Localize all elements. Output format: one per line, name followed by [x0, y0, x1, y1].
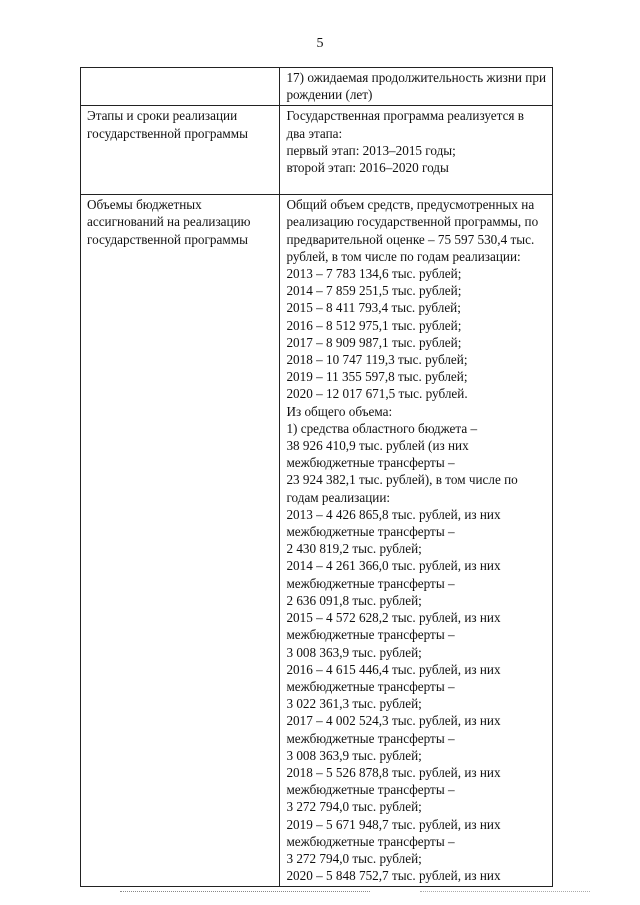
- content-line: 2 636 091,8 тыс. рублей;: [286, 592, 422, 608]
- content-line: 2013 – 4 426 865,8 тыс. рублей, из них: [286, 506, 501, 522]
- content-line: межбюджетные трансферты –: [286, 575, 455, 591]
- content-line: межбюджетные трансферты –: [286, 833, 455, 849]
- label-line: Этапы и сроки реализации: [87, 108, 238, 124]
- content-line: 2016 – 4 615 446,4 тыс. рублей, из них: [286, 661, 501, 677]
- row-content-cell: [280, 195, 553, 887]
- content-line: рождении (лет): [286, 87, 373, 103]
- content-line: 2 430 819,2 тыс. рублей;: [286, 541, 422, 557]
- label-line: Объемы бюджетных: [87, 197, 202, 213]
- content-line: 23 924 382,1 тыс. рублей), в том числе по: [286, 472, 518, 488]
- program-passport-table: [80, 67, 553, 887]
- content-line: 38 926 410,9 тыс. рублей (из них: [286, 438, 469, 454]
- content-line: 2015 – 4 572 628,2 тыс. рублей, из них: [286, 610, 501, 626]
- content-line: 3 022 361,3 тыс. рублей;: [286, 696, 422, 712]
- content-line: Общий объем средств, предусмотренных на: [286, 197, 535, 213]
- content-line: 1) средства областного бюджета –: [286, 420, 478, 436]
- content-line: 3 008 363,9 тыс. рублей;: [286, 644, 422, 660]
- content-line: 2020 – 5 848 752,7 тыс. рублей, из них: [286, 868, 501, 884]
- content-line: 2017 – 8 909 987,1 тыс. рублей;: [286, 334, 462, 350]
- content-line: межбюджетные трансферты –: [286, 782, 455, 798]
- content-line: межбюджетные трансферты –: [286, 524, 455, 540]
- content-line: межбюджетные трансферты –: [286, 455, 455, 471]
- content-line: 3 272 794,0 тыс. рублей;: [286, 799, 422, 815]
- table-row: [81, 195, 553, 887]
- content-line: 2015 – 8 411 793,4 тыс. рублей;: [286, 300, 461, 316]
- content-line: рублей, в том числе по годам реализации:: [286, 248, 521, 264]
- label-line: государственной программы: [87, 125, 248, 141]
- content-line: межбюджетные трансферты –: [286, 678, 455, 694]
- content-line: 2018 – 5 526 878,8 тыс. рублей, из них: [286, 764, 501, 780]
- content-line: межбюджетные трансферты –: [286, 730, 455, 746]
- row-label-cell: [81, 68, 280, 106]
- content-line: 3 008 363,9 тыс. рублей;: [286, 747, 422, 763]
- row-content-cell: [280, 68, 553, 106]
- content-line: второй этап: 2016–2020 годы: [286, 160, 449, 176]
- content-line: предварительной оценке – 75 597 530,4 тыс.: [286, 231, 535, 247]
- content-line: 2013 – 7 783 134,6 тыс. рублей;: [286, 266, 462, 282]
- content-line: 3 272 794,0 тыс. рублей;: [286, 850, 422, 866]
- content-line: реализацию государственной программы, по: [286, 214, 539, 230]
- content-line: 2016 – 8 512 975,1 тыс. рублей;: [286, 317, 462, 333]
- content-line: Из общего объема:: [286, 403, 393, 419]
- content-line: годам реализации:: [286, 489, 391, 505]
- footer-line-left: [120, 891, 370, 892]
- page-number: 5: [316, 36, 324, 51]
- row-content-cell: [280, 106, 553, 195]
- content-line: межбюджетные трансферты –: [286, 627, 455, 643]
- footer-line-right: [420, 891, 590, 892]
- content-line: два этапа:: [286, 125, 343, 141]
- label-line: ассигнований на реализацию: [87, 214, 251, 230]
- content-line: 2019 – 5 671 948,7 тыс. рублей, из них: [286, 816, 501, 832]
- content-line: 2014 – 4 261 366,0 тыс. рублей, из них: [286, 558, 501, 574]
- content-line: 2014 – 7 859 251,5 тыс. рублей;: [286, 283, 462, 299]
- row-label-cell: [81, 195, 280, 887]
- table-row: [81, 68, 553, 106]
- content-line: 2019 – 11 355 597,8 тыс. рублей;: [286, 369, 468, 385]
- footer-rule: [120, 891, 590, 899]
- content-line: Государственная программа реализуется в: [286, 108, 525, 124]
- content-line: 2018 – 10 747 119,3 тыс. рублей;: [286, 352, 468, 368]
- content-line: 17) ожидаемая продолжительность жизни при: [286, 70, 546, 85]
- content-line: 2020 – 12 017 671,5 тыс. рублей.: [286, 386, 468, 402]
- content-line: первый этап: 2013–2015 годы;: [286, 142, 456, 158]
- content-line: 2017 – 4 002 524,3 тыс. рублей, из них: [286, 713, 501, 729]
- row-label-cell: [81, 106, 280, 195]
- label-line: государственной программы: [87, 231, 248, 247]
- table-row: [81, 106, 553, 195]
